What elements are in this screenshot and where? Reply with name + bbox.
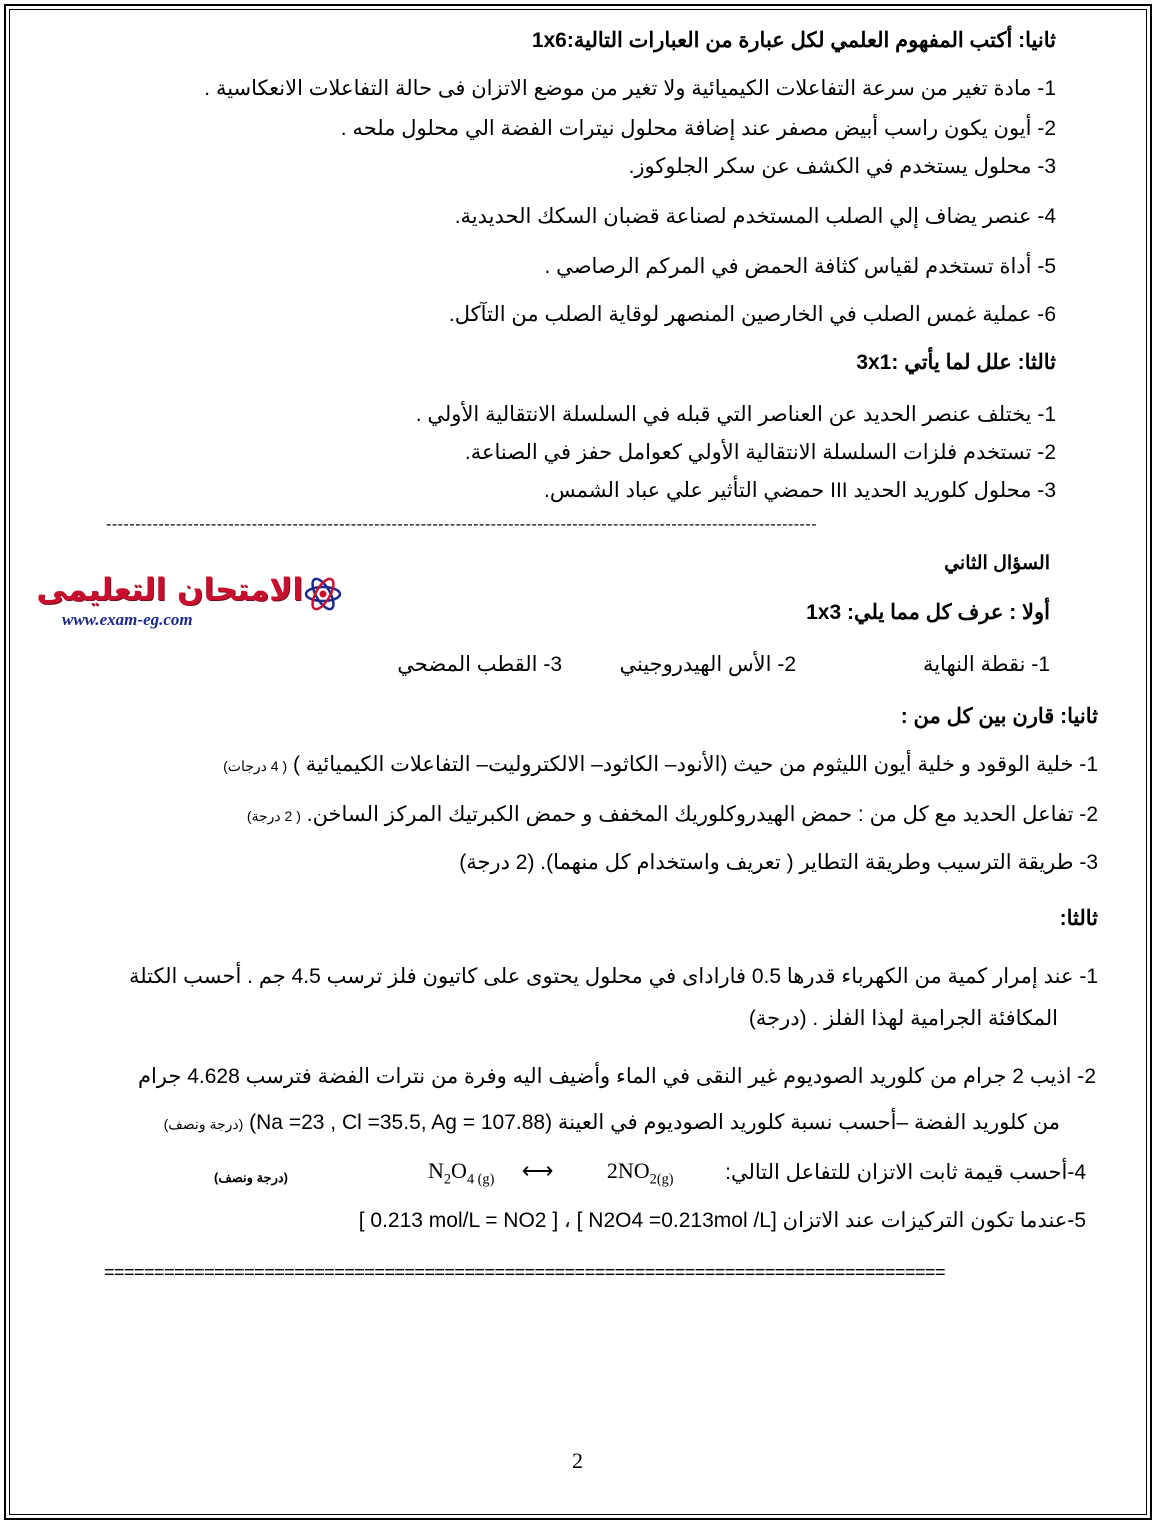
atom-logo-icon bbox=[303, 574, 343, 614]
list-item: 2- اذيب 2 جرام من كلوريد الصوديوم غير النقى في الماء وأضيف اليه وفرة من نترات الفضة فترسب 4.628 جرام bbox=[137, 1065, 1096, 1088]
list-item: 4-أحسب قيمة ثابت الاتزان للتفاعل التالي: bbox=[725, 1161, 1086, 1184]
list-item: 2- أيون يكون راسب أبيض مصفر عند إضافة محلول نيترات الفضة الي محلول ملحه . bbox=[340, 117, 1056, 140]
section-title-explain: ثالثا: علل لما يأتي :3x1 bbox=[856, 351, 1056, 374]
list-item bbox=[223, 752, 1098, 777]
item-text: من كلوريد الفضة –أحسب نسبة كلوريد الصوديوم في العينة (Na =23 , Cl =35.5, Ag = 107.88) bbox=[249, 1111, 1060, 1134]
list-item bbox=[247, 802, 1098, 827]
equation-reactant: $2NO_{2(g)}$ bbox=[606, 1158, 674, 1188]
list-item: 1- مادة تغير من سرعة التفاعلات الكيميائية ولا تغير من موضع الاتزان فى حالة التفاعلات الانعكاسية . bbox=[204, 77, 1056, 100]
list-item: 2- الأس الهيدروجيني bbox=[619, 653, 796, 676]
list-item-cont bbox=[164, 1110, 1060, 1135]
logo bbox=[36, 572, 343, 634]
item-mark: ( 4 درجات) bbox=[223, 758, 288, 774]
list-item: 5-عندما تكون التركيزات عند الاتزان [N2O4 =0.213mol /L ] ، [ 0.213 mol/L = NO2 ] bbox=[358, 1209, 1086, 1232]
list-item: 1- يختلف عنصر الحديد عن العناصر التي قبله في السلسلة الانتقالية الأولي . bbox=[415, 403, 1056, 426]
item-text: 1- خلية الوقود و خلية أيون الليثوم من حيث (الأنود– الكاثود– الالكتروليت– التفاعلات الكيميائية ) bbox=[292, 753, 1098, 776]
section-title-scientific-terms: ثانيا: أكتب المفهوم العلمي لكل عبارة من العبارات التالية:1x6 bbox=[531, 29, 1056, 52]
list-item: 3- محلول يستخدم في الكشف عن سكر الجلوكوز. bbox=[628, 155, 1056, 178]
list-item: 4- عنصر يضاف إلي الصلب المستخدم لصناعة قضبان السكك الحديدية. bbox=[454, 205, 1056, 228]
page-number: 2 bbox=[572, 1448, 583, 1473]
list-item: 6- عملية غمس الصلب في الخارصين المنصهر لوقاية الصلب من التآكل. bbox=[448, 303, 1056, 326]
section-title-define: أولا : عرف كل مما يلي: 1x3 bbox=[806, 601, 1050, 624]
list-item: 3- القطب المضحي bbox=[397, 653, 562, 676]
item-mark: (درجة ونصف) bbox=[214, 1170, 288, 1185]
item-text: 2- تفاعل الحديد مع كل من : حمض الهيدروكلوريك المخفف و حمض الكبرتيك المركز الساخن. bbox=[306, 803, 1098, 826]
equation-product: $N_2O_{4 (g)}$ bbox=[428, 1158, 495, 1188]
equilibrium-arrow-icon: ⟷ bbox=[521, 1158, 554, 1183]
logo-text: الامتحان التعليمى bbox=[36, 572, 303, 608]
list-item: 3- طريقة الترسيب وطريقة التطاير ( تعريف واستخدام كل منهما). (2 درجة) bbox=[459, 851, 1098, 874]
list-item: 5- أداة تستخدم لقياس كثافة الحمض في المركم الرصاصي . bbox=[544, 255, 1056, 278]
item-mark: ( 2 درجة) bbox=[246, 808, 301, 824]
list-item: 1- نقطة النهاية bbox=[922, 653, 1050, 676]
dashed-divider: -------------------------------------------------------------------------------------------------------------------------- bbox=[106, 516, 818, 533]
logo-url: www.exam-eg.com bbox=[62, 610, 193, 629]
list-item: 2- تستخدم فلزات السلسلة الانتقالية الأولي كعوامل حفز في الصناعة. bbox=[464, 441, 1056, 464]
item-mark: (درجة ونصف) bbox=[163, 1116, 244, 1132]
equation bbox=[428, 1158, 674, 1188]
section-title-third: ثالثا: bbox=[1059, 907, 1098, 930]
list-item-cont: المكافئة الجرامية لهذا الفلز . (درجة) bbox=[748, 1007, 1058, 1030]
section-title-compare: ثانيا: قارن بين كل من : bbox=[900, 705, 1098, 728]
question-2-title: السؤال الثاني bbox=[944, 553, 1050, 574]
list-item: 3- محلول كلوريد الحديد III حمضي التأثير علي عباد الشمس. bbox=[544, 479, 1056, 502]
list-item: 1- عند إمرار كمية من الكهرباء قدرها 0.5 فاراداى في محلول يحتوى على كاتيون فلز ترسب 4.5 جم . أحسب الكتلة bbox=[128, 965, 1098, 988]
double-divider: ==================================================================================== bbox=[104, 1262, 945, 1282]
